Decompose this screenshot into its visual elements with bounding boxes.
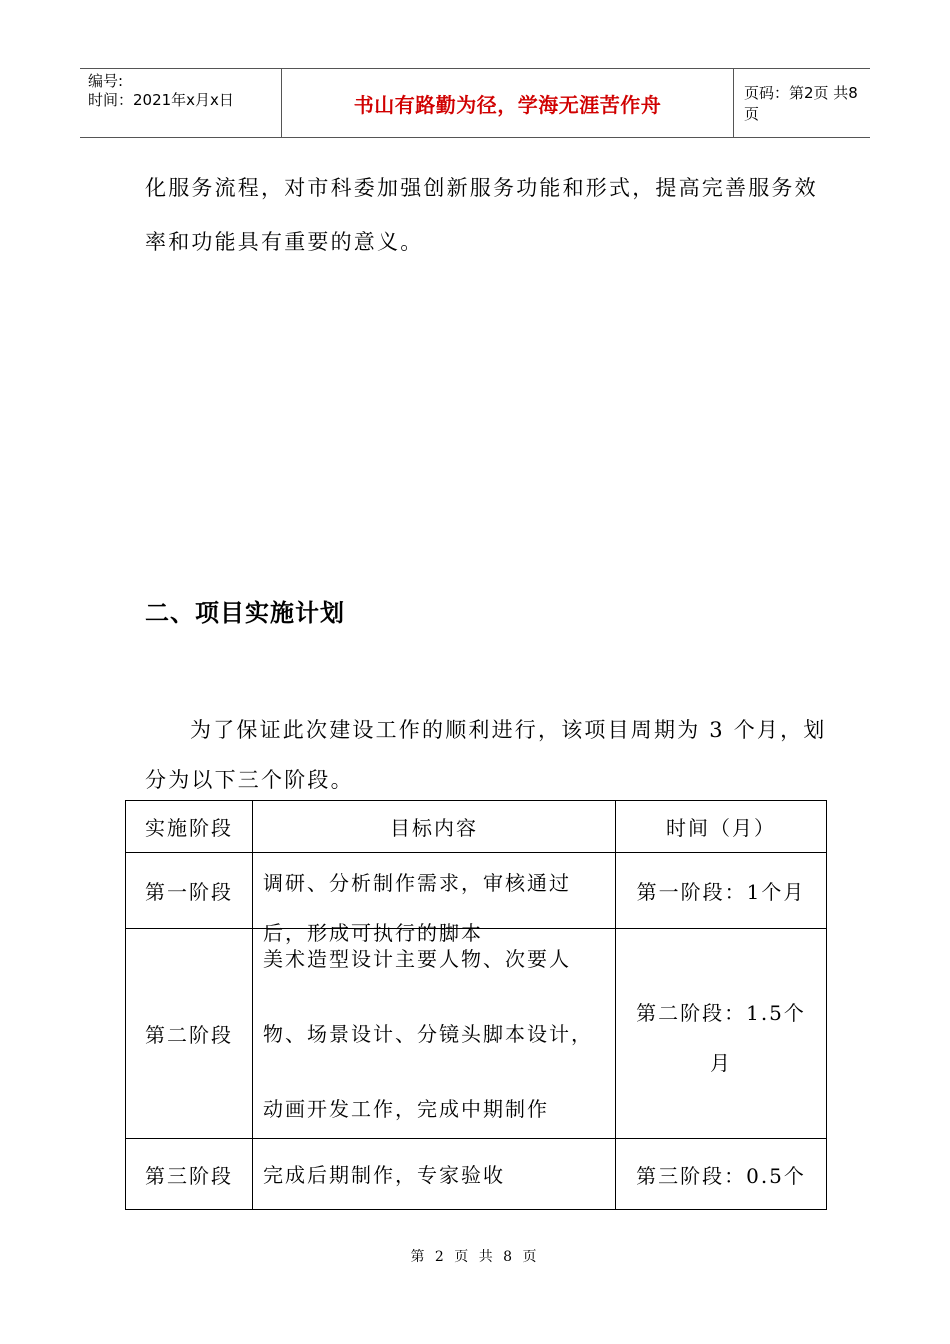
table-row-2-time-line-1: 第二阶段：1.5个 <box>636 1001 806 1025</box>
schedule-table <box>125 800 827 1210</box>
table-row-2-time-line-2: 月 <box>710 1051 732 1075</box>
table-row-2-content-line-3: 动画开发工作，完成中期制作 <box>263 1097 549 1121</box>
table-row-2-time <box>616 929 826 1138</box>
table-row-1-content-line-1: 调研、分析制作需求，审核通过 <box>263 871 571 895</box>
table-row-2-content-line-1: 美术造型设计主要人物、次要人 <box>263 947 571 971</box>
table-row-2-content-line-2: 物、场景设计、分镜头脚本设计， <box>263 1022 593 1046</box>
paragraph-2-line-1: 为了保证此次建设工作的顺利进行，该项目周期为 3 个月，划 <box>190 718 827 742</box>
table-header-stage: 实施阶段 <box>145 816 233 840</box>
header-meta <box>80 69 282 137</box>
section-heading: 二、项目实施计划 <box>145 599 345 627</box>
page-header <box>80 68 870 138</box>
document-date: 时间：2021年x月x日 <box>88 91 234 109</box>
table-header-time: 时间（月） <box>666 816 776 840</box>
paragraph-2-line-2: 分为以下三个阶段。 <box>145 768 354 792</box>
table-header-content: 目标内容 <box>390 816 478 840</box>
header-motto-cell <box>282 69 734 137</box>
header-page-info: 页码：第2页 共8页 <box>744 84 858 123</box>
table-row-3-time: 第三阶段：0.5个 <box>636 1163 806 1188</box>
table-row-2-content <box>253 929 615 1138</box>
table-row-3-content-line-1: 完成后期制作，专家验收 <box>263 1163 505 1187</box>
page-footer: 第 2 页 共 8 页 <box>410 1249 540 1265</box>
table-row-1-stage: 第一阶段 <box>145 880 233 904</box>
table-row-3-content <box>253 1139 615 1209</box>
paragraph-1-line-1: 化服务流程，对市科委加强创新服务功能和形式，提高完善服务效 <box>145 176 818 200</box>
paragraph-1-line-2: 率和功能具有重要的意义。 <box>145 230 424 254</box>
table-row-3-stage: 第三阶段 <box>145 1163 233 1188</box>
table-row-1-content <box>253 853 615 945</box>
document-number-label: 编号: <box>88 72 124 90</box>
table-row-1-content-line-2: 后，形成可执行的脚本 <box>263 921 483 945</box>
table-row-2-stage: 第二阶段 <box>145 1023 233 1047</box>
header-motto: 书山有路勤为径，学海无涯苦作舟 <box>353 92 662 117</box>
table-row-1-time: 第一阶段：1个月 <box>636 880 806 904</box>
